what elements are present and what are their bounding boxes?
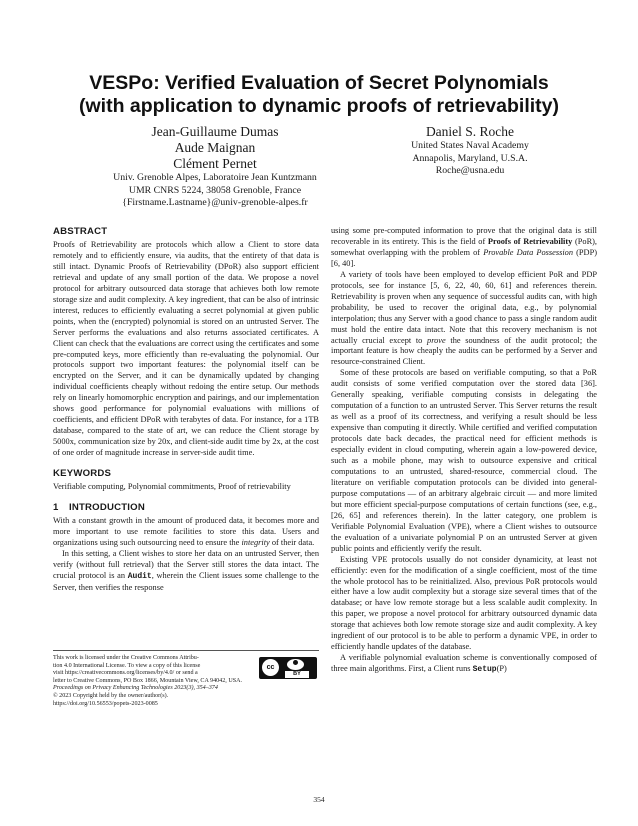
person-icon bbox=[287, 659, 304, 670]
author-block-usna bbox=[352, 124, 588, 178]
introduction-heading bbox=[53, 502, 319, 514]
doi-link[interactable]: https://doi.org/10.56553/popets-2023-0085 bbox=[53, 700, 158, 707]
abstract-heading: ABSTRACT bbox=[53, 226, 108, 237]
author-email: Roche@usna.edu bbox=[435, 165, 505, 176]
right-paragraph-2 bbox=[331, 270, 597, 369]
right-column bbox=[331, 226, 597, 676]
text-run: using some pre-computed information to prove that the original data is still recoverable in its entirety. This is the field of bbox=[331, 226, 597, 246]
license-line: tion 4.0 International License. To view a copy of this license bbox=[53, 662, 201, 669]
bold-term: Proofs of Retrievability bbox=[487, 236, 573, 246]
text-run: (PoR), somewhat overlapping with the problem of bbox=[331, 236, 598, 257]
license-line: This work is licensed under the Creative Commons Attribu- bbox=[53, 655, 199, 661]
left-column bbox=[53, 226, 319, 594]
text-run: of their data. bbox=[269, 537, 315, 547]
keywords-text: Verifiable computing, Polynomial commitments, Proof of retrievability bbox=[53, 482, 291, 492]
text-run: A verifiable polynomial evaluation scheme is conventionally composed of three main algorithms. First, a Client runs bbox=[331, 653, 597, 674]
right-paragraph-4: Existing VPE protocols usually do not consider dynamicity, at least not efficiently: even for the modification of a single coefficient, most of the time the whole protocol has to be reinitialized. Also, previous PoR protocols would either have a low audit complexity but a storage size several times that of the database; or have low remote storage but a less scalable audit complexity. In this paper, we propose a novel protocol for arbitrary outsourced dynamic data storage that achieves both low remote storage size and audit complexity. A key ingredient of our protocol is to be able to perform a dynamic VPE, in order to efficiently handle updates of the database. bbox=[331, 554, 597, 652]
author-affiliation: Univ. Grenoble Alpes, Laboratoire Jean Kuntzmann bbox=[113, 172, 317, 183]
author-email: {Firstname.Lastname}@univ-grenoble-alpes.fr bbox=[122, 197, 308, 208]
text-run: the soundness of the audit protocol; the important feature is how cheaply the audits can be performed by a Server and resource-constrained Client. bbox=[331, 335, 597, 367]
intro-paragraph-1 bbox=[53, 516, 319, 549]
author-name: Daniel S. Roche bbox=[425, 124, 515, 139]
proceedings-text: Proceedings on Privacy Enhancing Technologies 2023(3), 354–374 bbox=[53, 685, 218, 692]
section-title: INTRODUCTION bbox=[69, 502, 145, 514]
right-paragraph-5 bbox=[331, 653, 597, 676]
cc-by-badge-icon bbox=[259, 657, 317, 679]
emphasis-text: Provable Data Possession bbox=[483, 247, 574, 257]
text-run: In this setting, a Client wishes to store her data on an untrusted Server, then verify (without full retrieval) that the Server still stores the data intact. The crucial protocol is an bbox=[53, 548, 319, 580]
license-line: visit https://creativecommons.org/licenses/by/4.0/ or send a bbox=[53, 670, 198, 677]
page-number: 354 bbox=[313, 795, 325, 804]
by-label: BY bbox=[285, 671, 309, 678]
section-number: 1 bbox=[53, 502, 59, 514]
intro-paragraph-2 bbox=[53, 549, 319, 594]
author-affiliation: UMR CNRS 5224, 38058 Grenoble, France bbox=[128, 184, 302, 196]
author-block-grenoble bbox=[60, 124, 370, 210]
right-paragraph-3: Some of these protocols are based on verifiable computing, so that a PoR audit consists of some verified computation over the stored data [36]. Generally speaking, verifiable computing consists in delegating the computation of a function to an untrusted Server. This Server returns the result as well as a proof of its correctness, and verifying a result should be less expensive than computing it directly. While certified and verified computation protocols date back decades, the practical need for efficient methods is especially evident in cloud computing, wherein again a low-powered device, such as a mobile phone, may wish to outsource expensive and critical computations to an untrusted, shared-resource, commercial cloud. The literature on verifiable computation protocols can be divided into general-purpose computations — of an arbitrary algebraic circuit — and more limited but more efficient special-purpose computations of certain functions (see, e.g., [26, 65] and references therein). In the latter category, one problem is Verifiable Polynomial Evaluation (VPE), where a Client wishes to outsource the evaluation of a univariate polynomial P on an untrusted Server at given public points and efficiently verify the result. bbox=[331, 368, 597, 553]
abstract-text: Proofs of Retrievability are protocols which allow a Client to store data remotely and to efficiently ensure, via audits, that the entirety of that data is still intact. Dynamic Proofs of Retrievability (DPoR) also support efficient retrieval and update of any small portion of the data. We propose a novel protocol for arbitrary outsourced data storage that achieves both low remote storage size and audit complexity. A key ingredient, that can be also of intrinsic interest, reduces to efficiently evaluating a secret polynomial at given public points, when the (encrypted) polynomial is stored on an untrusted Server. The Server performs the evaluations and also returns associated certificates. A Client can check that the evaluations are correct using the certificates and some pre-computed keys, more efficiently than re-evaluating the polynomial. Our protocols support two important features: the polynomial itself can be encrypted on the Server, and it can be dynamically updated by changing individual coefficients cheaply without redoing the entire setup. Our methods rely on linearly homomorphic encryption and pairings, and our implementation shows good performance for polynomial evaluations with millions of coefficients, and efficient DPoR with terabytes of data. For instance, for a 1TB database, compared to the state of art, we can reduce the Client storage by 5000x, communication size by 20x, and client-side audit time by 2x, at the cost of one order of magnitude increase in server-side audit time. bbox=[53, 240, 319, 458]
proceedings-line bbox=[53, 685, 319, 693]
license-line: letter to Creative Commons, PO Box 1866, Mountain View, CA 94042, USA. bbox=[53, 677, 243, 684]
author-name: Aude Maignan bbox=[174, 140, 256, 155]
license-footnote bbox=[53, 650, 319, 708]
author-affiliation: Annapolis, Maryland, U.S.A. bbox=[412, 152, 528, 164]
emphasis-text: integrity bbox=[241, 537, 270, 547]
author-name: Jean-Guillaume Dumas bbox=[151, 124, 279, 139]
cc-icon: cc bbox=[262, 659, 279, 676]
author-name: Clément Pernet bbox=[173, 156, 257, 171]
keywords-heading: KEYWORDS bbox=[53, 468, 112, 480]
text-run: (PDP) [6, 40]. bbox=[331, 247, 597, 268]
right-paragraph-1 bbox=[331, 226, 597, 270]
paper-title bbox=[30, 72, 608, 118]
title-line-2: (with application to dynamic proofs of retrievability) bbox=[79, 95, 559, 117]
code-term: Setup bbox=[472, 665, 497, 675]
title-line-1: VESPo: Verified Evaluation of Secret Polynomials bbox=[89, 72, 549, 94]
text-run: , wherein the Client issues some challenge to the Server, then verifies the response bbox=[53, 570, 319, 592]
emphasis-text: prove bbox=[427, 335, 446, 345]
text-run: With a constant growth in the amount of produced data, it becomes more and more important to use remote facilities to store this data. Users and organizations using such outsourcing need to ensure the bbox=[53, 516, 319, 547]
text-run: (P) bbox=[496, 664, 507, 674]
code-term: Audit bbox=[127, 571, 152, 581]
author-affiliation: United States Naval Academy bbox=[411, 140, 529, 151]
text-run: A variety of tools have been employed to develop efficient PoR and PDP protocols, see for instance [5, 6, 22, 40, 60, 61] and references therein. Retrievability is proven when any sequence of successful audits can, with high probability, be used to recover the original data, e.g., by polynomial interpolation; thus any Server with a good chance to pass a single random audit must hold the entire data intact. Note that this recovery mechanism is not actually crucial except to bbox=[331, 269, 597, 345]
copyright-line: © 2023 Copyright held by the owner/author(s). bbox=[53, 692, 169, 699]
